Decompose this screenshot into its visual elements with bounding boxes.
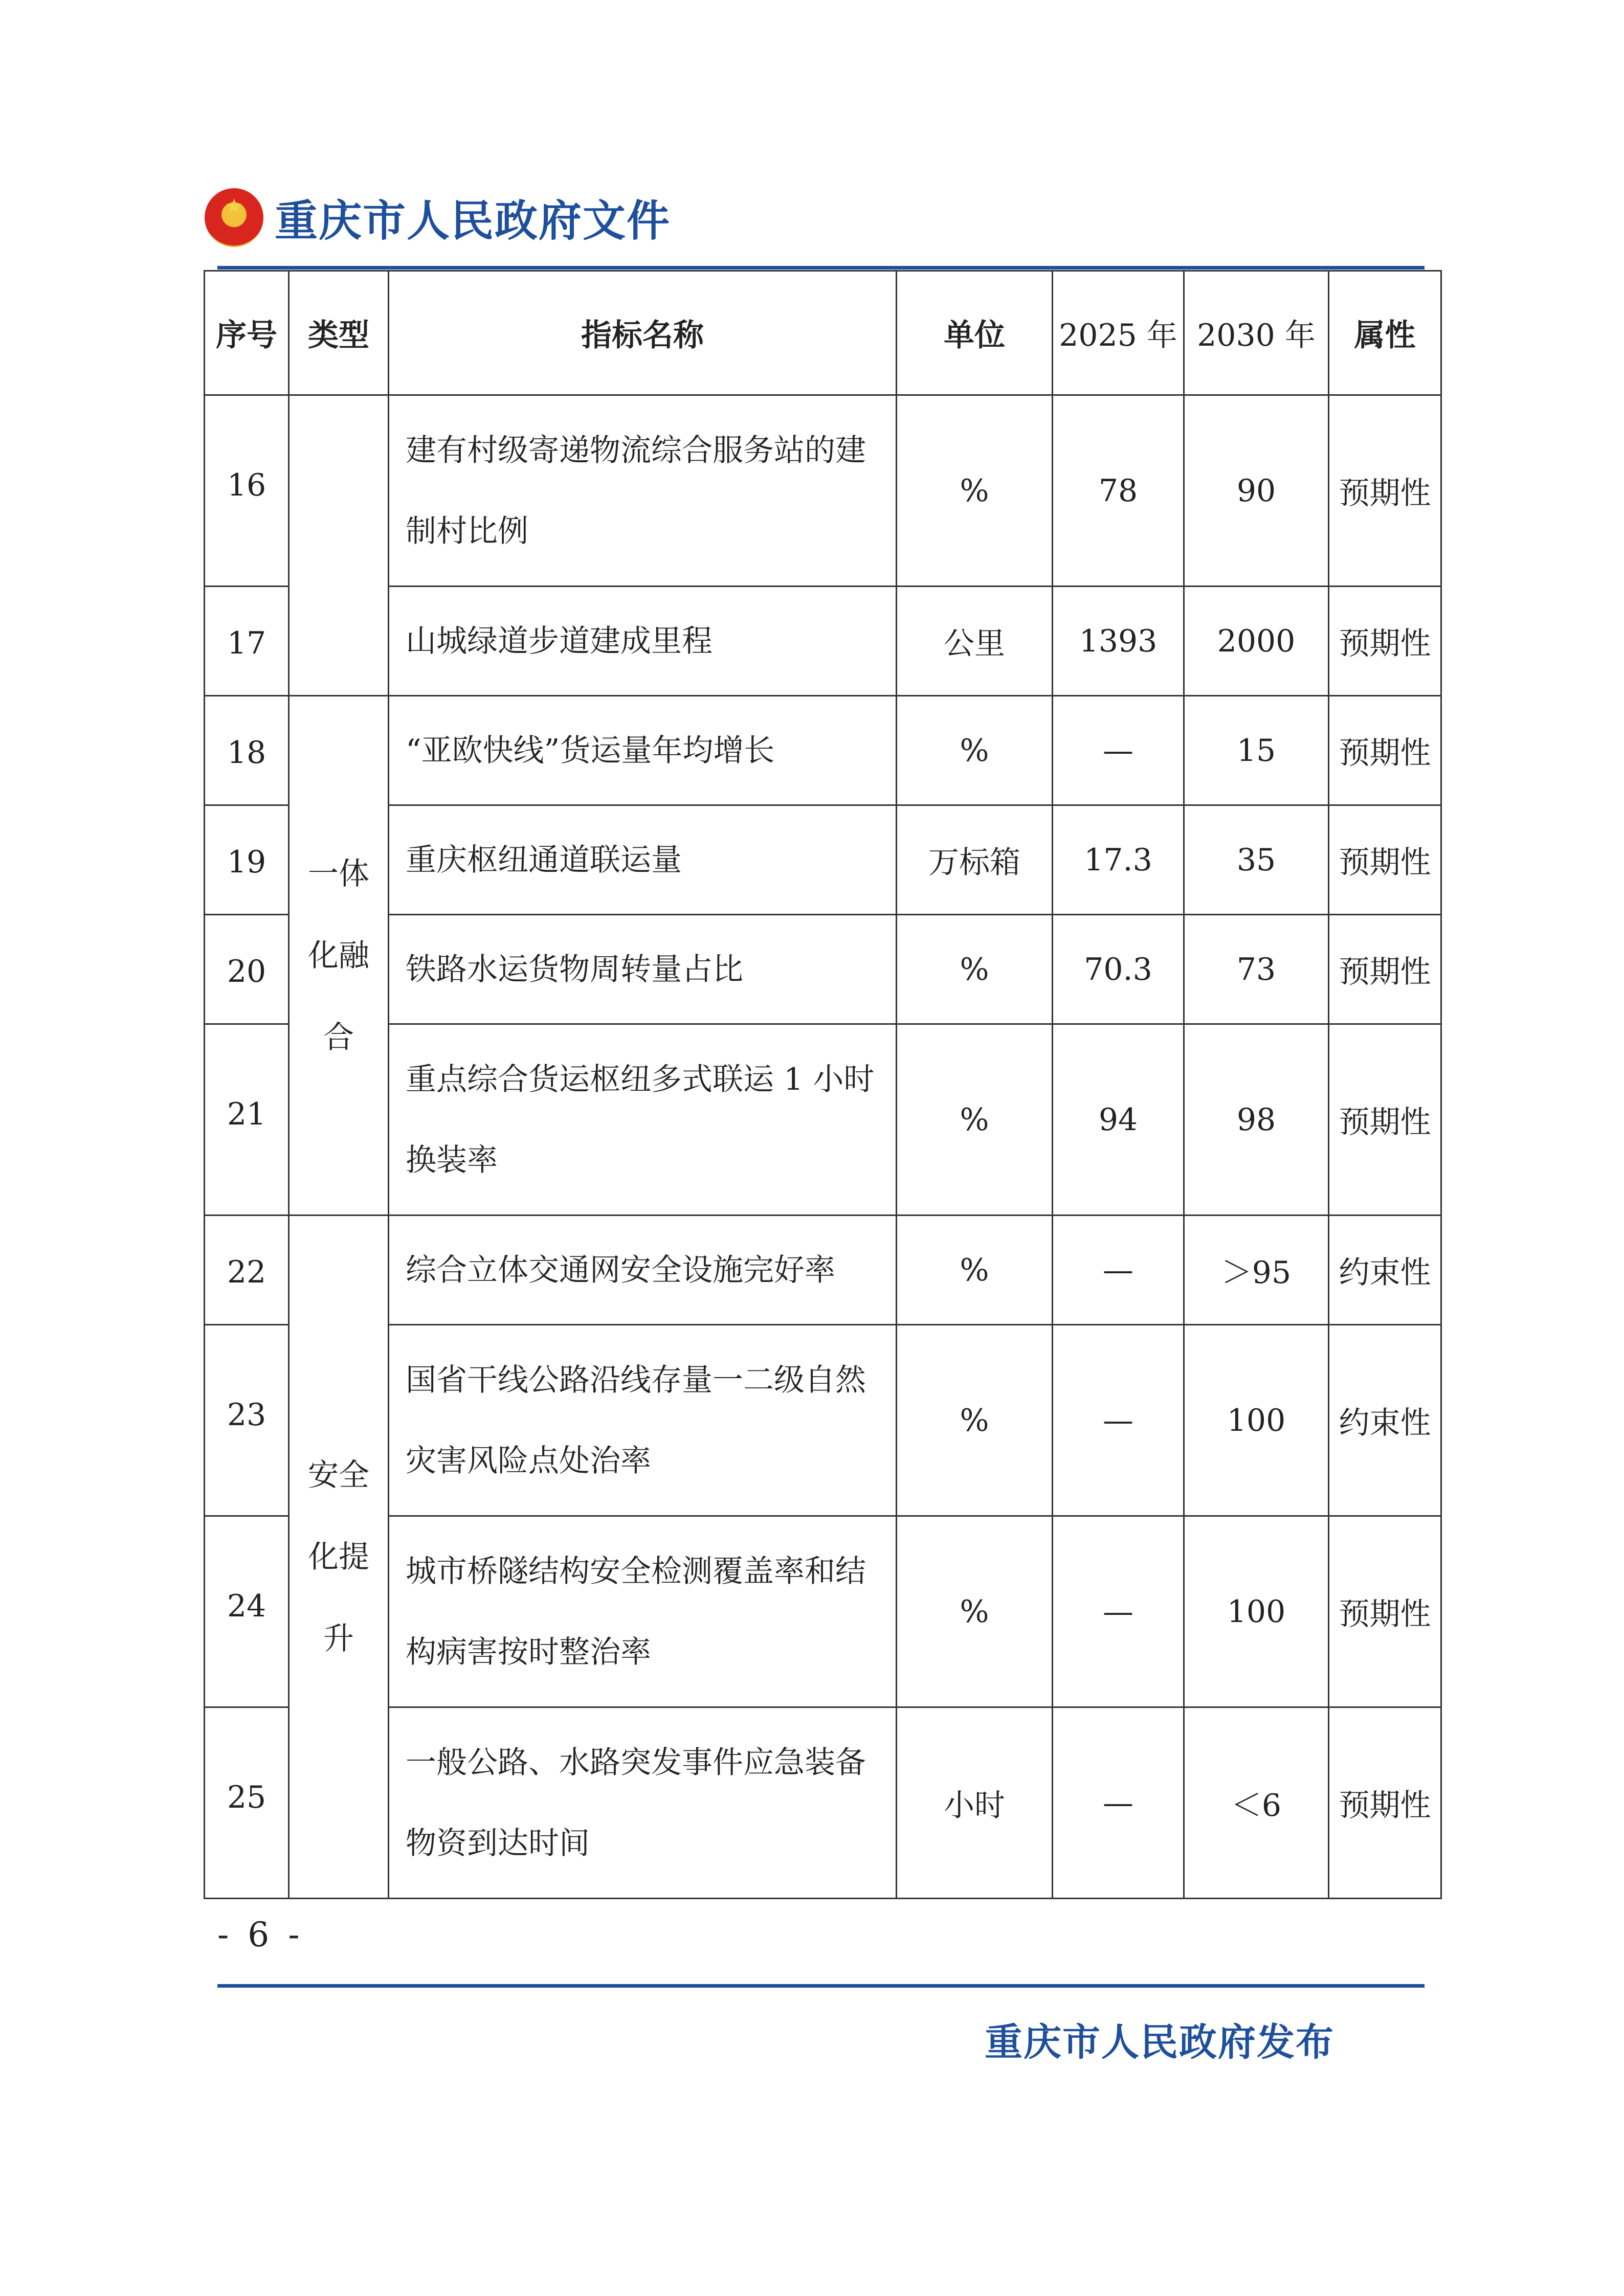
row-number: 23 xyxy=(205,1325,289,1516)
attribute: 预期性 xyxy=(1329,915,1441,1024)
row-number: 17 xyxy=(205,587,289,696)
value-2030: 100 xyxy=(1184,1325,1329,1516)
row-number: 24 xyxy=(205,1516,289,1707)
footer-divider xyxy=(217,1984,1425,1988)
document-header xyxy=(205,182,671,253)
table-row xyxy=(205,696,1441,805)
attribute: 预期性 xyxy=(1329,805,1441,915)
national-emblem-icon xyxy=(205,188,263,247)
value-2030: 2000 xyxy=(1184,587,1329,696)
table-row xyxy=(205,915,1441,1024)
indicator-table xyxy=(204,270,1442,1899)
table-row xyxy=(205,587,1441,696)
page-number: - 6 - xyxy=(217,1915,304,1954)
table-row xyxy=(205,395,1441,587)
indicator-name: 建有村级寄递物流综合服务站的建制村比例 xyxy=(389,395,897,587)
attribute: 预期性 xyxy=(1329,395,1441,587)
attribute: 预期性 xyxy=(1329,587,1441,696)
category-cell-empty xyxy=(289,395,389,696)
table-header-row xyxy=(205,271,1441,395)
table-row xyxy=(205,1024,1441,1215)
category-safety: 安全化提升 xyxy=(289,1215,389,1899)
col-header-2030: 2030 年 xyxy=(1184,271,1329,395)
indicator-name: 一般公路、水路突发事件应急装备物资到达时间 xyxy=(389,1707,897,1899)
row-number: 19 xyxy=(205,805,289,915)
attribute: 约束性 xyxy=(1329,1215,1441,1325)
indicator-name: 重庆枢纽通道联运量 xyxy=(389,805,897,915)
unit: % xyxy=(897,1325,1053,1516)
indicator-name: 山城绿道步道建成里程 xyxy=(389,587,897,696)
col-header-2025: 2025 年 xyxy=(1053,271,1184,395)
value-2030: 73 xyxy=(1184,915,1329,1024)
table-row xyxy=(205,805,1441,915)
unit: % xyxy=(897,1215,1053,1325)
col-header-category: 类型 xyxy=(289,271,389,395)
table-row xyxy=(205,1707,1441,1899)
row-number: 25 xyxy=(205,1707,289,1899)
col-header-no: 序号 xyxy=(205,271,289,395)
row-number: 16 xyxy=(205,395,289,587)
unit: 公里 xyxy=(897,587,1053,696)
col-header-attribute: 属性 xyxy=(1329,271,1441,395)
table-row xyxy=(205,1325,1441,1516)
value-2025: — xyxy=(1053,1707,1184,1899)
value-2030: 15 xyxy=(1184,696,1329,805)
indicator-name: 重点综合货运枢纽多式联运 1 小时换装率 xyxy=(389,1024,897,1215)
attribute: 预期性 xyxy=(1329,696,1441,805)
value-2025: 1393 xyxy=(1053,587,1184,696)
header-title: 重庆市人民政府文件 xyxy=(275,195,671,246)
unit: 小时 xyxy=(897,1707,1053,1899)
unit: % xyxy=(897,1024,1053,1215)
unit: % xyxy=(897,1516,1053,1707)
value-2030: 35 xyxy=(1184,805,1329,915)
col-header-name: 指标名称 xyxy=(389,271,897,395)
value-2025: — xyxy=(1053,696,1184,805)
indicator-name: 国省干线公路沿线存量一二级自然灾害风险点处治率 xyxy=(389,1325,897,1516)
value-2030: ＜6 xyxy=(1184,1707,1329,1899)
value-2025: 70.3 xyxy=(1053,915,1184,1024)
attribute: 约束性 xyxy=(1329,1325,1441,1516)
row-number: 20 xyxy=(205,915,289,1024)
indicator-name: 铁路水运货物周转量占比 xyxy=(389,915,897,1024)
value-2030: 90 xyxy=(1184,395,1329,587)
unit: 万标箱 xyxy=(897,805,1053,915)
unit: % xyxy=(897,915,1053,1024)
publisher-label: 重庆市人民政府发布 xyxy=(985,2020,1334,2064)
value-2025: — xyxy=(1053,1215,1184,1325)
value-2030: ＞95 xyxy=(1184,1215,1329,1325)
value-2030: 100 xyxy=(1184,1516,1329,1707)
indicator-name: “亚欧快线”货运量年均增长 xyxy=(389,696,897,805)
attribute: 预期性 xyxy=(1329,1516,1441,1707)
unit: % xyxy=(897,696,1053,805)
category-integration: 一体化融合 xyxy=(289,696,389,1215)
row-number: 18 xyxy=(205,696,289,805)
value-2025: 78 xyxy=(1053,395,1184,587)
header-divider xyxy=(217,266,1425,269)
attribute: 预期性 xyxy=(1329,1707,1441,1899)
row-number: 21 xyxy=(205,1024,289,1215)
value-2025: — xyxy=(1053,1516,1184,1707)
value-2025: 94 xyxy=(1053,1024,1184,1215)
value-2025: — xyxy=(1053,1325,1184,1516)
indicator-name: 城市桥隧结构安全检测覆盖率和结构病害按时整治率 xyxy=(389,1516,897,1707)
value-2030: 98 xyxy=(1184,1024,1329,1215)
attribute: 预期性 xyxy=(1329,1024,1441,1215)
table-row xyxy=(205,1215,1441,1325)
col-header-unit: 单位 xyxy=(897,271,1053,395)
unit: % xyxy=(897,395,1053,587)
row-number: 22 xyxy=(205,1215,289,1325)
indicator-name: 综合立体交通网安全设施完好率 xyxy=(389,1215,897,1325)
table-row xyxy=(205,1516,1441,1707)
value-2025: 17.3 xyxy=(1053,805,1184,915)
